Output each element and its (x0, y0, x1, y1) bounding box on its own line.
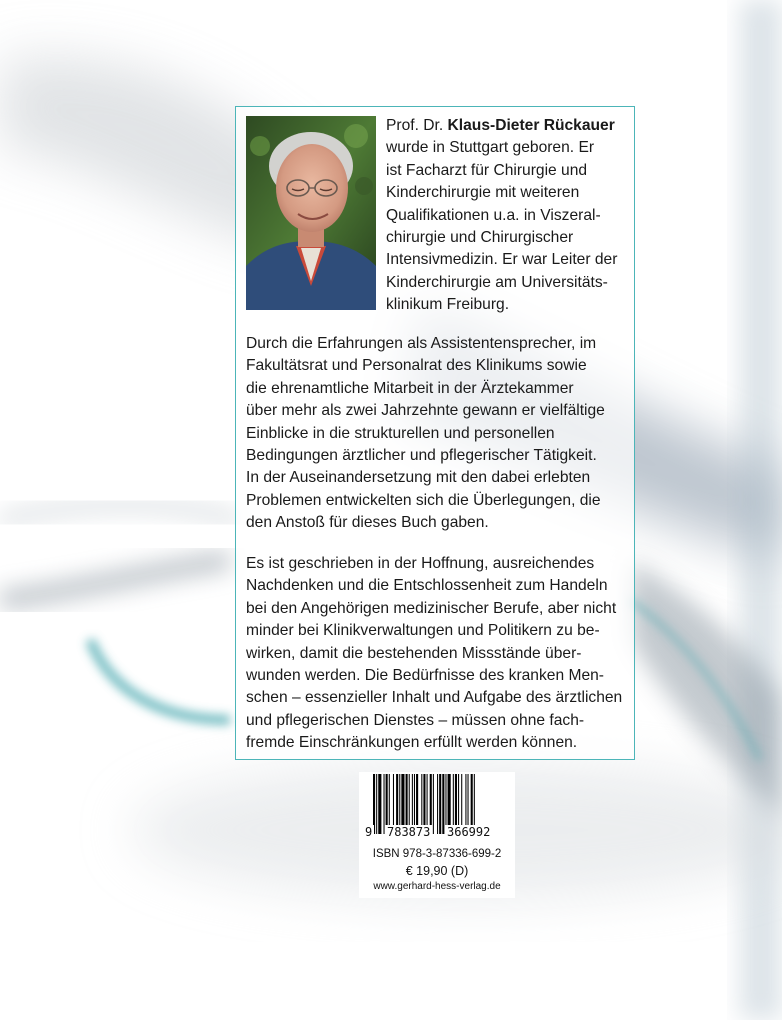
bio-line: Kinderchirurgie mit weiteren (386, 184, 580, 202)
text-line: minder bei Klinikverwaltungen und Politikern zu be- (246, 622, 600, 640)
paragraph-hope (246, 553, 631, 755)
bio-text (386, 115, 631, 317)
text-line: Nachdenken und die Entschlossenheit zum Handeln (246, 577, 608, 595)
bio-line: chirurgie und Chirurgischer (386, 229, 574, 247)
text-line: Einblicke in die strukturellen und personellen (246, 424, 555, 442)
text-line: fremde Einschränkungen erfüllt werden können. (246, 734, 578, 752)
author-bio-box (235, 106, 635, 760)
text-line: In der Auseinandersetzung mit den dabei erlebten (246, 469, 591, 487)
text-line: bei den Angehörigen medizinischer Berufe, aber nicht (246, 599, 617, 617)
barcode-panel (359, 772, 515, 898)
text-line: Bedingungen ärztlicher und pflegerischer Tätigkeit. (246, 447, 597, 465)
text-line: Es ist geschrieben in der Hoffnung, ausreichendes (246, 555, 595, 572)
bio-line: wurde in Stuttgart geboren. Er (386, 139, 595, 157)
bio-line: Kinderchirurgie am Universitäts- (386, 273, 608, 291)
publisher-website: www.gerhard-hess-verlag.de (373, 881, 501, 892)
text-line: die ehrenamtliche Mitarbeit in der Ärztekammer (246, 379, 574, 397)
text-line: und pflegerischen Dienstes – müssen ohne fach- (246, 711, 585, 729)
barcode-digit-lead: 9 (365, 825, 373, 839)
author-name: Klaus-Dieter Rückauer (447, 117, 615, 134)
bio-line: Intensivmedizin. Er war Leiter der (386, 251, 618, 269)
bio-line: Prof. Dr. Klaus-Dieter Rückauer (386, 117, 615, 134)
text-line: wunden werden. Die Bedürfnisse des kranken Men- (246, 667, 604, 685)
bio-line: ist Facharzt für Chirurgie und (386, 161, 588, 179)
text-line: schen – essenzieller Inhalt und Aufgabe des ärztlichen (246, 689, 623, 707)
text-line: Fakultätsrat und Personalrat des Klinikums sowie (246, 357, 587, 375)
text-line: Problemen entwickelten sich die Überlegungen, die (246, 491, 601, 509)
barcode-digit-group-1: 783873 (387, 825, 431, 839)
text-line: über mehr als zwei Jahrzehnte gewann er vielfältige (246, 402, 605, 420)
bio-line: Qualifikationen u.a. in Viszeral- (386, 206, 601, 224)
text-line: den Anstoß für dieses Buch gaben. (246, 514, 489, 532)
isbn-number: ISBN 978-3-87336-699-2 (372, 848, 502, 860)
text-line: Durch die Erfahrungen als Assistentensprecher, im (246, 335, 597, 352)
barcode-digit-group-2: 366992 (447, 825, 491, 839)
bio-line: klinikum Freiburg. (386, 296, 510, 314)
price: € 19,90 (D) (405, 864, 469, 878)
author-photo (246, 116, 376, 310)
text-line: wirken, damit die bestehenden Missstände über- (246, 644, 582, 662)
paragraph-experience (246, 333, 631, 535)
barcode-digits (363, 825, 513, 841)
